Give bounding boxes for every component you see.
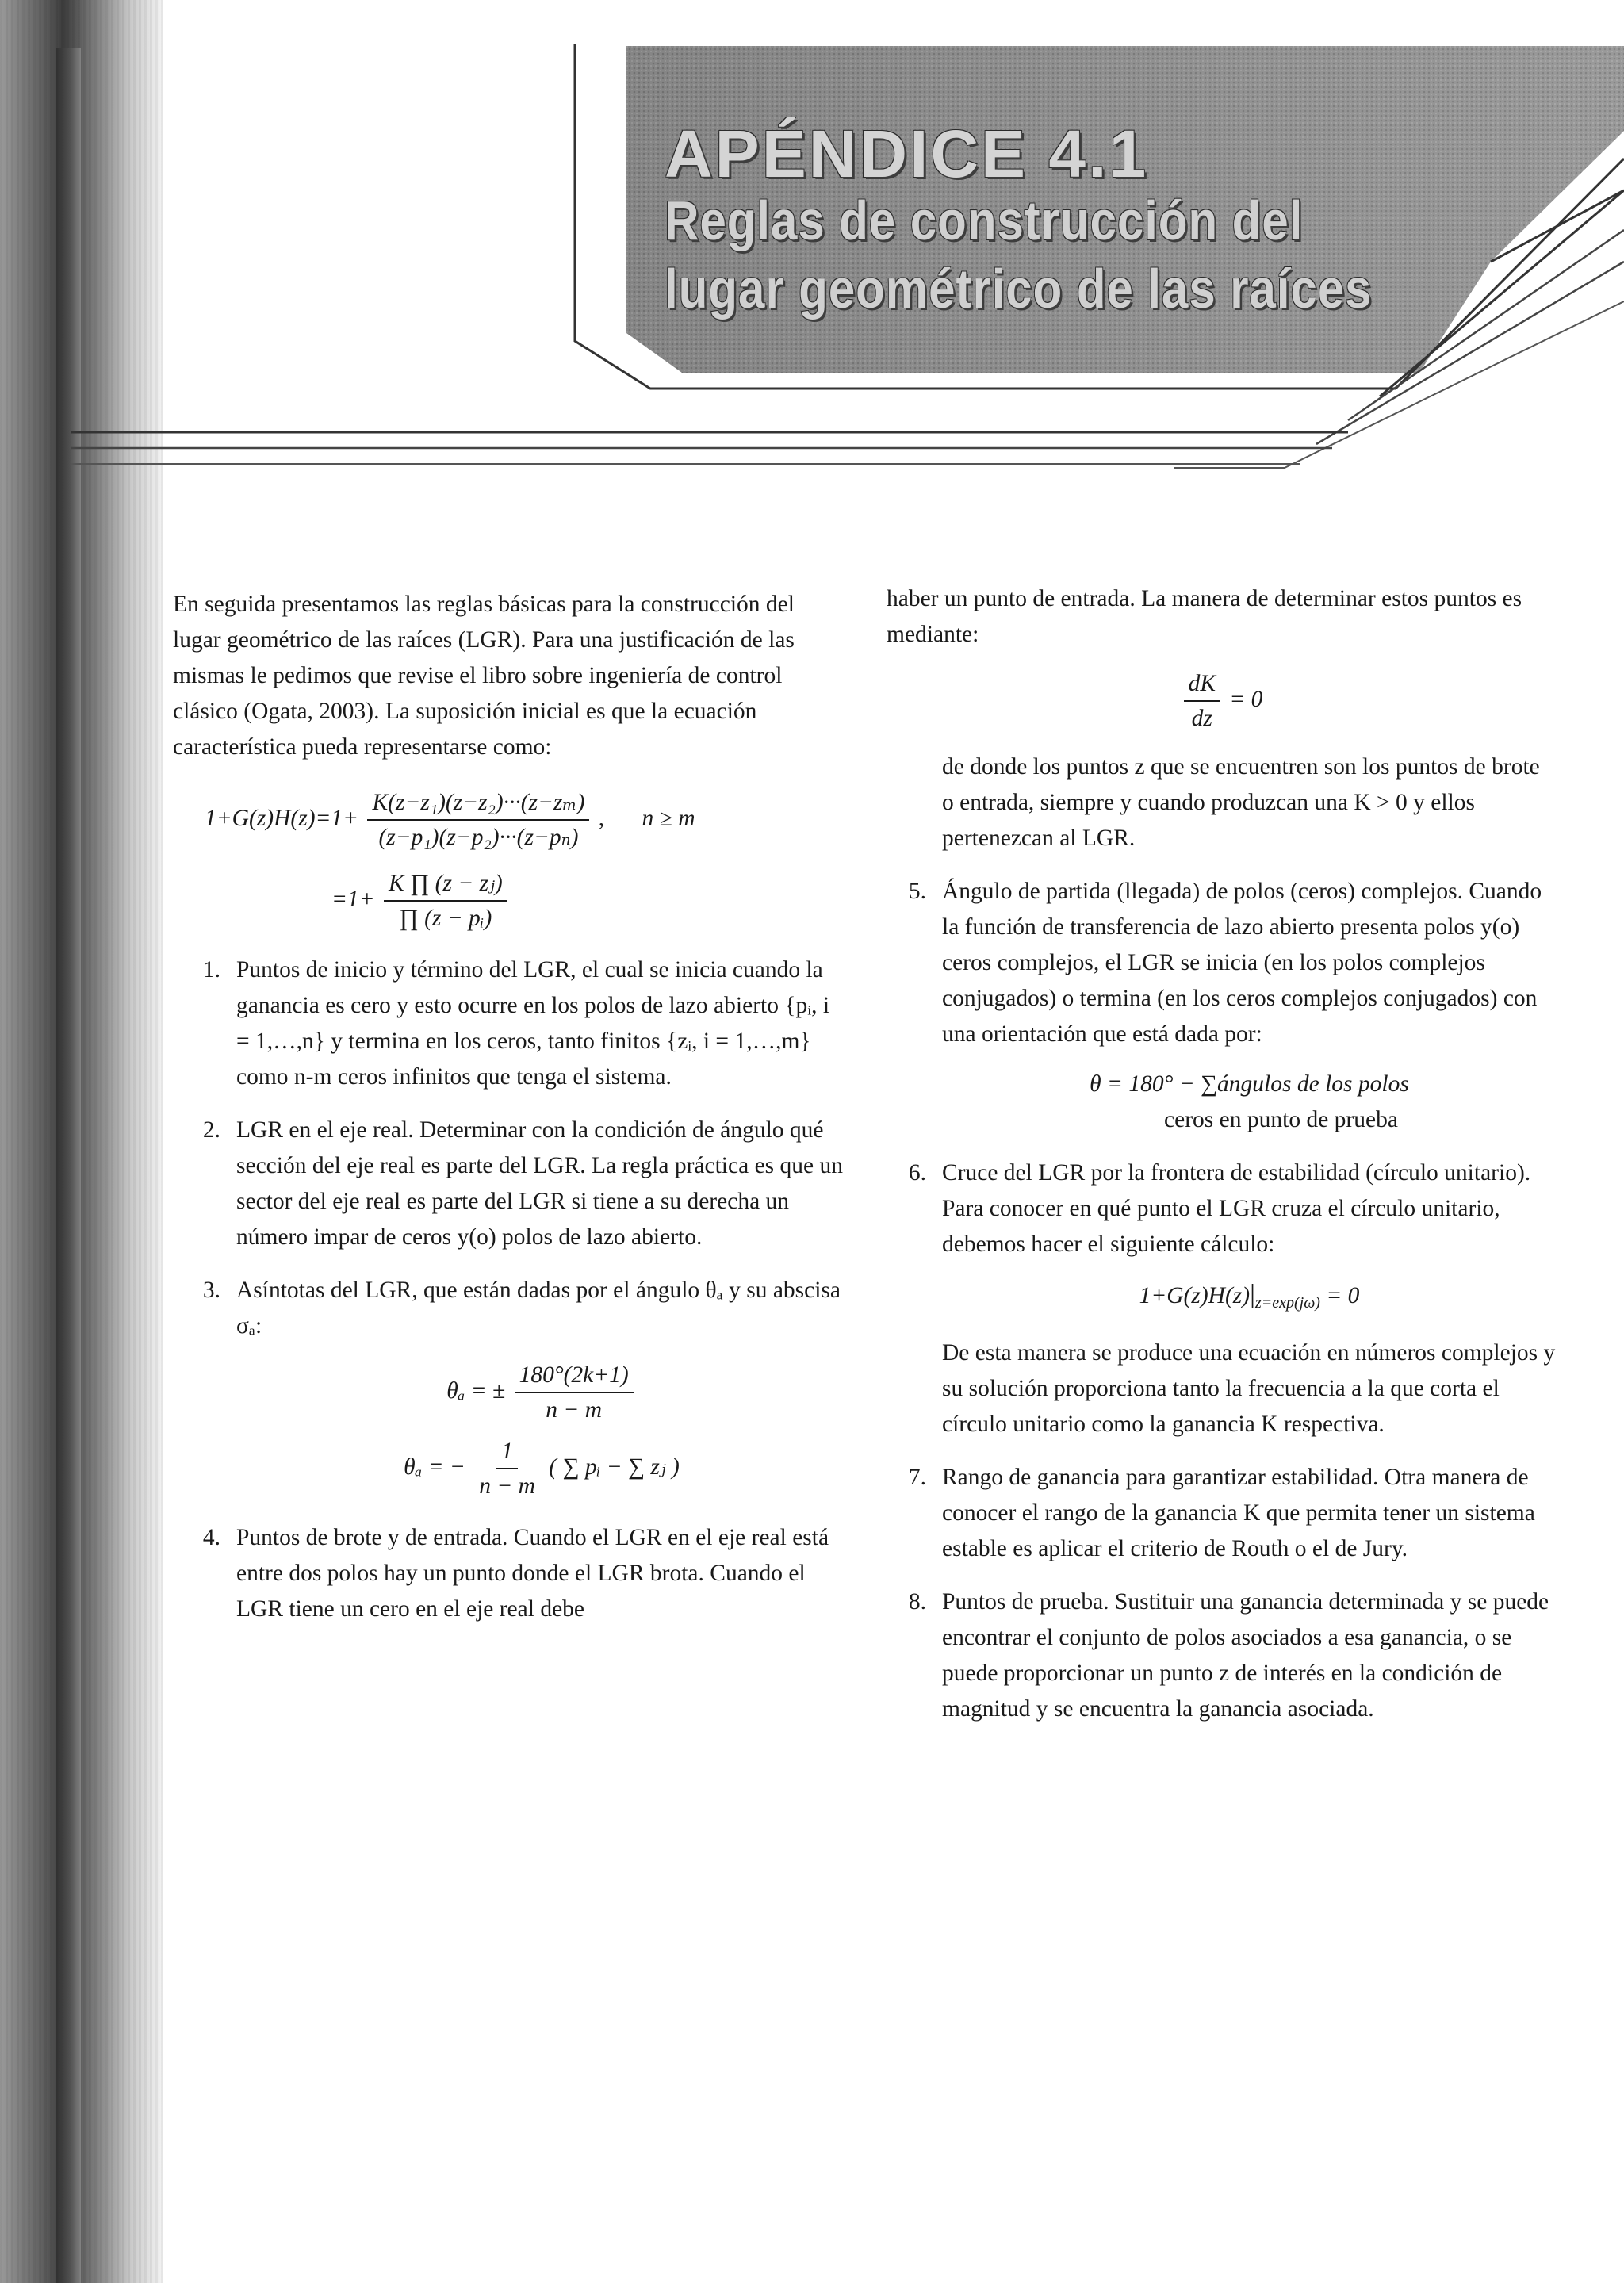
rule-4-after: de donde los puntos z que se encuentren son los puntos de brote o entrada, siempre y cuando produzcan una K > 0 y ellos pertenezcan al LGR.	[942, 754, 1540, 851]
rule-6	[887, 1155, 1557, 1442]
crossing-subscript: z=exp(jω)	[1254, 1294, 1320, 1312]
rule-number: 2.	[202, 1117, 220, 1143]
rule-text: Puntos de brote y de entrada. Cuando el LGR en el eje real está entre dos polos hay un punto donde el LGR brota. Cuando el LGR tiene un cero en el eje real debe	[236, 1525, 829, 1622]
rule-text: Puntos de inicio y término del LGR, el cual se inicia cuando la ganancia es cero y esto ocurre en los polos de lazo abierto {pᵢ, i = 1,…,n} y termina en los ceros, tanto finitos {zᵢ, i = 1,…,m} como n-m ceros infinitos que tenga el sistema.	[236, 957, 830, 1090]
rule-number: 8.	[908, 1589, 926, 1615]
eq-numerator: K(z−z₁)(z−z₂)···(z−zₘ)	[367, 786, 589, 821]
rule-text: Puntos de prueba. Sustituir una ganancia determinada y se puede encontrar el conjunto de polos asociados a esa ganancia, o se puede proporcionar un punto z de interés en la condición de magnitud y se encuentra la ganancia asociada.	[942, 1589, 1549, 1722]
rule-2	[173, 1113, 847, 1255]
rule-text: Asíntotas del LGR, que están dadas por el ángulo θₐ y su abscisa σₐ:	[236, 1277, 841, 1339]
angle-equation	[942, 1067, 1557, 1138]
rule-number: 7.	[908, 1465, 926, 1490]
eq-fraction	[367, 786, 589, 854]
rule-3	[173, 1273, 847, 1503]
rule-number: 4.	[202, 1525, 220, 1550]
rule-1	[173, 952, 847, 1095]
breakaway-equation	[887, 667, 1557, 735]
angle-eq-line2: ceros en punto de prueba	[1164, 1107, 1398, 1132]
rule-7	[887, 1460, 1557, 1567]
right-column	[887, 581, 1557, 1727]
eq-condition: n ≥ m	[642, 805, 695, 831]
eq-rhs2-prefix: =1+	[331, 886, 375, 912]
appendix-title-line1: Reglas de construcción del	[665, 190, 1304, 251]
rule-text: Ángulo de partida (llegada) de polos (ceros) complejos. Cuando la función de transferencia de lazo abierto presenta polos y(o) ceros complejos, el LGR se inicia (en los polos complejos conjugados) o termina (en los ceros complejos conjugados) con una orientación que está dada por:	[942, 879, 1542, 1047]
appendix-label: APÉNDICE 4.1	[665, 117, 1149, 191]
rule-4-continuation: haber un punto de entrada. La manera de determinar estos puntos es mediante:	[887, 586, 1522, 647]
sigma-denominator: n − m	[479, 1473, 535, 1499]
eq-product-fraction	[384, 867, 508, 935]
theta-numerator: 180°(2k+1)	[515, 1358, 634, 1393]
characteristic-equation: 1+G(z)H(z)=1+ $\frac{\text{K(z−z₁)(z−z₂)···(z−zₘ)}}{\text{(z−p₁)(z−p₂)···(z−pₙ)}}$ , n ≥ m =1+ $\frac{\text{K ∏ (z − zⱼ)}}{\text{∏ (z − pᵢ)}}$	[173, 786, 847, 935]
sigma-lhs: θₐ = −	[404, 1454, 465, 1480]
theta-denominator: n − m	[546, 1397, 603, 1423]
rule-number: 1.	[202, 957, 220, 983]
rule-number: 3.	[202, 1277, 220, 1303]
rule-5	[887, 874, 1557, 1138]
dk-dz-fraction	[1184, 667, 1220, 735]
rule-text: LGR en el eje real. Determinar con la condición de ángulo qué sección del eje real es parte del LGR. La regla práctica es que un sector del eje real es parte del LGR si tiene a su derecha un número impar de ceros y(o) polos de lazo abierto.	[236, 1117, 843, 1250]
crossing-lhs: 1+G(z)H(z)	[1139, 1283, 1251, 1308]
eq-product-denominator: ∏ (z − pᵢ)	[399, 906, 492, 931]
dk-numerator: dK	[1184, 667, 1220, 702]
rule-4	[173, 1520, 847, 1627]
sigma-numerator: 1	[496, 1435, 518, 1469]
intro-paragraph: En seguida presentamos las reglas básicas para la construcción del lugar geométrico de las raíces (LGR). Para una justificación de las mismas le pedimos que revise el libro sobre ingeniería de control clásico (Ogata, 2003). La suposición inicial es que la ecuación característica pueda representarse como:	[173, 592, 795, 760]
rule-number: 5.	[908, 879, 926, 904]
sigma-fraction	[474, 1435, 540, 1503]
crossing-rhs: = 0	[1326, 1283, 1360, 1308]
rule-number: 6.	[908, 1160, 926, 1186]
rule-text: Rango de ganancia para garantizar estabilidad. Otra manera de conocer el rango de la ganancia K que permita tener un sistema estable es aplicar el criterio de Routh o el de Jury.	[942, 1465, 1535, 1561]
theta-fraction	[515, 1358, 634, 1427]
angle-eq-line1: θ = 180° − ∑ángulos de los polos	[1090, 1071, 1409, 1097]
eq-product-numerator: K ∏ (z − zⱼ)	[384, 867, 508, 902]
rule-8	[887, 1584, 1557, 1727]
eq-denominator: (z−p₁)(z−p₂)···(z−pₙ)	[378, 825, 579, 850]
sigma-body: ( ∑ pᵢ − ∑ zⱼ )	[549, 1454, 680, 1480]
eq-lhs: 1+G(z)H(z)=1+	[205, 805, 359, 831]
rule-6-after: De esta manera se produce una ecuación en números complejos y su solución proporciona tanto la frecuencia a la que corta el círculo unitario como la ganancia K respectiva.	[942, 1340, 1556, 1437]
dz-denominator: dz	[1191, 706, 1212, 731]
crossing-equation: $1+G(z)H(z)|_{z=exp(j\omega)} = 0$	[1139, 1280, 1360, 1312]
asymptote-equations	[236, 1358, 847, 1503]
left-column	[173, 587, 847, 1627]
rule-text: Cruce del LGR por la frontera de estabilidad (círculo unitario). Para conocer en qué punto el LGR cruza el círculo unitario, debemos hacer el siguiente cálculo:	[942, 1160, 1531, 1257]
breakaway-rhs: = 0	[1229, 686, 1263, 712]
theta-lhs: θₐ = ±	[446, 1377, 506, 1404]
appendix-title-line2: lugar geométrico de las raíces	[665, 258, 1373, 320]
